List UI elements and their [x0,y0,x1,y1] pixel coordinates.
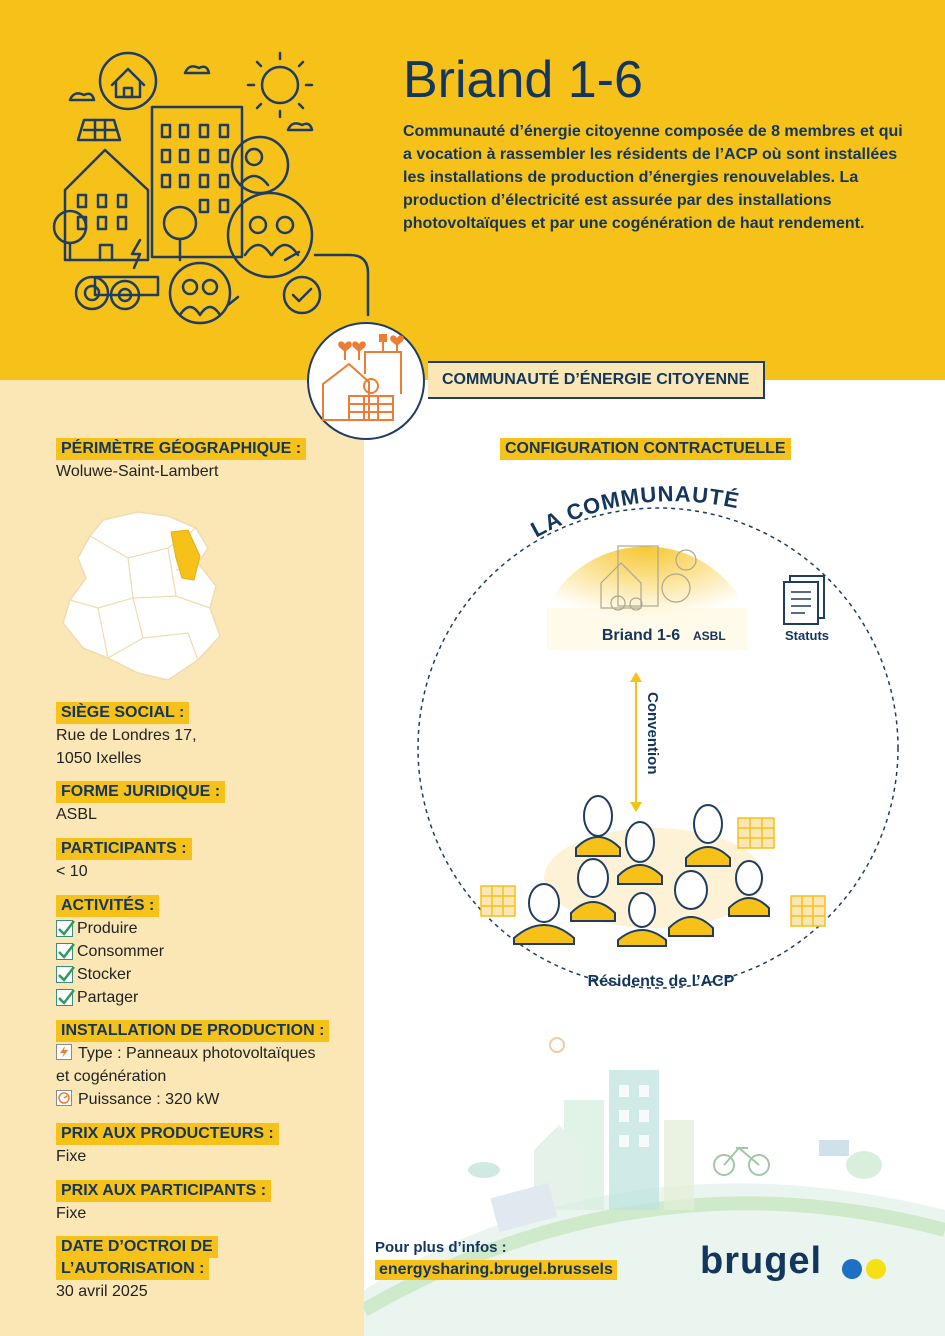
residents-label: Résidents de l’ACP [587,973,735,990]
document-icon [784,576,824,624]
community-illustration [40,45,380,330]
perimetre-label: PÉRIMÈTRE GÉOGRAPHIQUE : [56,438,306,460]
activity-item: Consommer [56,940,164,963]
participants-value: < 10 [56,863,88,880]
installation-type-cont: et cogénération [56,1068,167,1085]
forme-section [56,781,225,826]
checkmark-icon [56,966,73,983]
footer-info [375,1239,617,1280]
lightning-icon [56,1044,72,1060]
brussels-map [58,508,223,683]
installation-puissance: Puissance : 320 kW [78,1091,220,1108]
website-link[interactable]: energysharing.brugel.brussels [375,1260,617,1280]
community-diagram [386,478,931,1023]
prix-participants-label: PRIX AUX PARTICIPANTS : [56,1180,271,1202]
checkmark-icon [56,920,73,937]
activity-item: Produire [56,917,164,940]
logo-dot-yellow [866,1259,886,1279]
prix-participants-section [56,1180,271,1225]
statuts-label: Statuts [784,628,830,643]
prix-participants-value: Fixe [56,1205,87,1222]
date-label-line1: DATE D’OCTROI DE [56,1236,218,1258]
intro-text: Communauté d’énergie citoyenne composée de 8 membres et qui a vocation à rassembler les résidents de l’ACP où sont installées les installations de production d’énergies renouvelables. La production d’électricité est assurée par des installations photovoltaïques et par une cogénération de haut rendement. [403,123,903,232]
participants-section [56,838,192,883]
footer-info-label: Pour plus d’infos : [375,1239,507,1256]
logo-dot-blue [842,1259,862,1279]
perimetre-section [56,438,306,483]
activity-item: Stocker [56,963,164,986]
installation-section [56,1020,329,1111]
perimetre-value: Woluwe-Saint-Lambert [56,463,219,480]
forme-value: ASBL [56,806,97,823]
prix-producteurs-section [56,1123,279,1168]
residents-group [481,796,825,946]
forme-label: FORME JURIDIQUE : [56,781,225,803]
installation-label: INSTALLATION DE PRODUCTION : [56,1020,329,1042]
community-heading: LA COMMUNAUTÉ [526,481,742,543]
siege-section [56,702,197,770]
activites-section [56,895,164,1009]
cec-badge-label: COMMUNAUTÉ D’ÉNERGIE CITOYENNE [428,361,765,399]
prix-producteurs-value: Fixe [56,1148,87,1165]
checkmark-icon [56,989,73,1006]
cec-badge-icon [307,322,425,440]
prix-producteurs-label: PRIX AUX PRODUCTEURS : [56,1123,279,1145]
gauge-icon [56,1090,72,1106]
participants-label: PARTICIPANTS : [56,838,192,860]
activites-label: ACTIVITÉS : [56,895,159,917]
activity-item: Partager [56,986,164,1009]
entity-suffix: ASBL [693,629,726,643]
brugel-logo: brugel [700,1240,823,1282]
siege-line1: Rue de Londres 17, [56,727,197,744]
config-label: CONFIGURATION CONTRACTUELLE [500,438,791,460]
city-landscape-illustration [364,1030,945,1336]
date-label-line2: L’AUTORISATION : [56,1258,209,1280]
entity-name: Briand 1-6 [601,627,681,644]
convention-label: Convention [644,692,661,775]
page-title: Briand 1-6 [403,51,643,109]
siege-line2: 1050 Ixelles [56,750,142,767]
date-value: 30 avril 2025 [56,1283,148,1300]
siege-label: SIÈGE SOCIAL : [56,702,189,724]
installation-type: Type : Panneaux photovoltaïques [78,1045,316,1062]
date-section [56,1236,218,1303]
checkmark-icon [56,943,73,960]
